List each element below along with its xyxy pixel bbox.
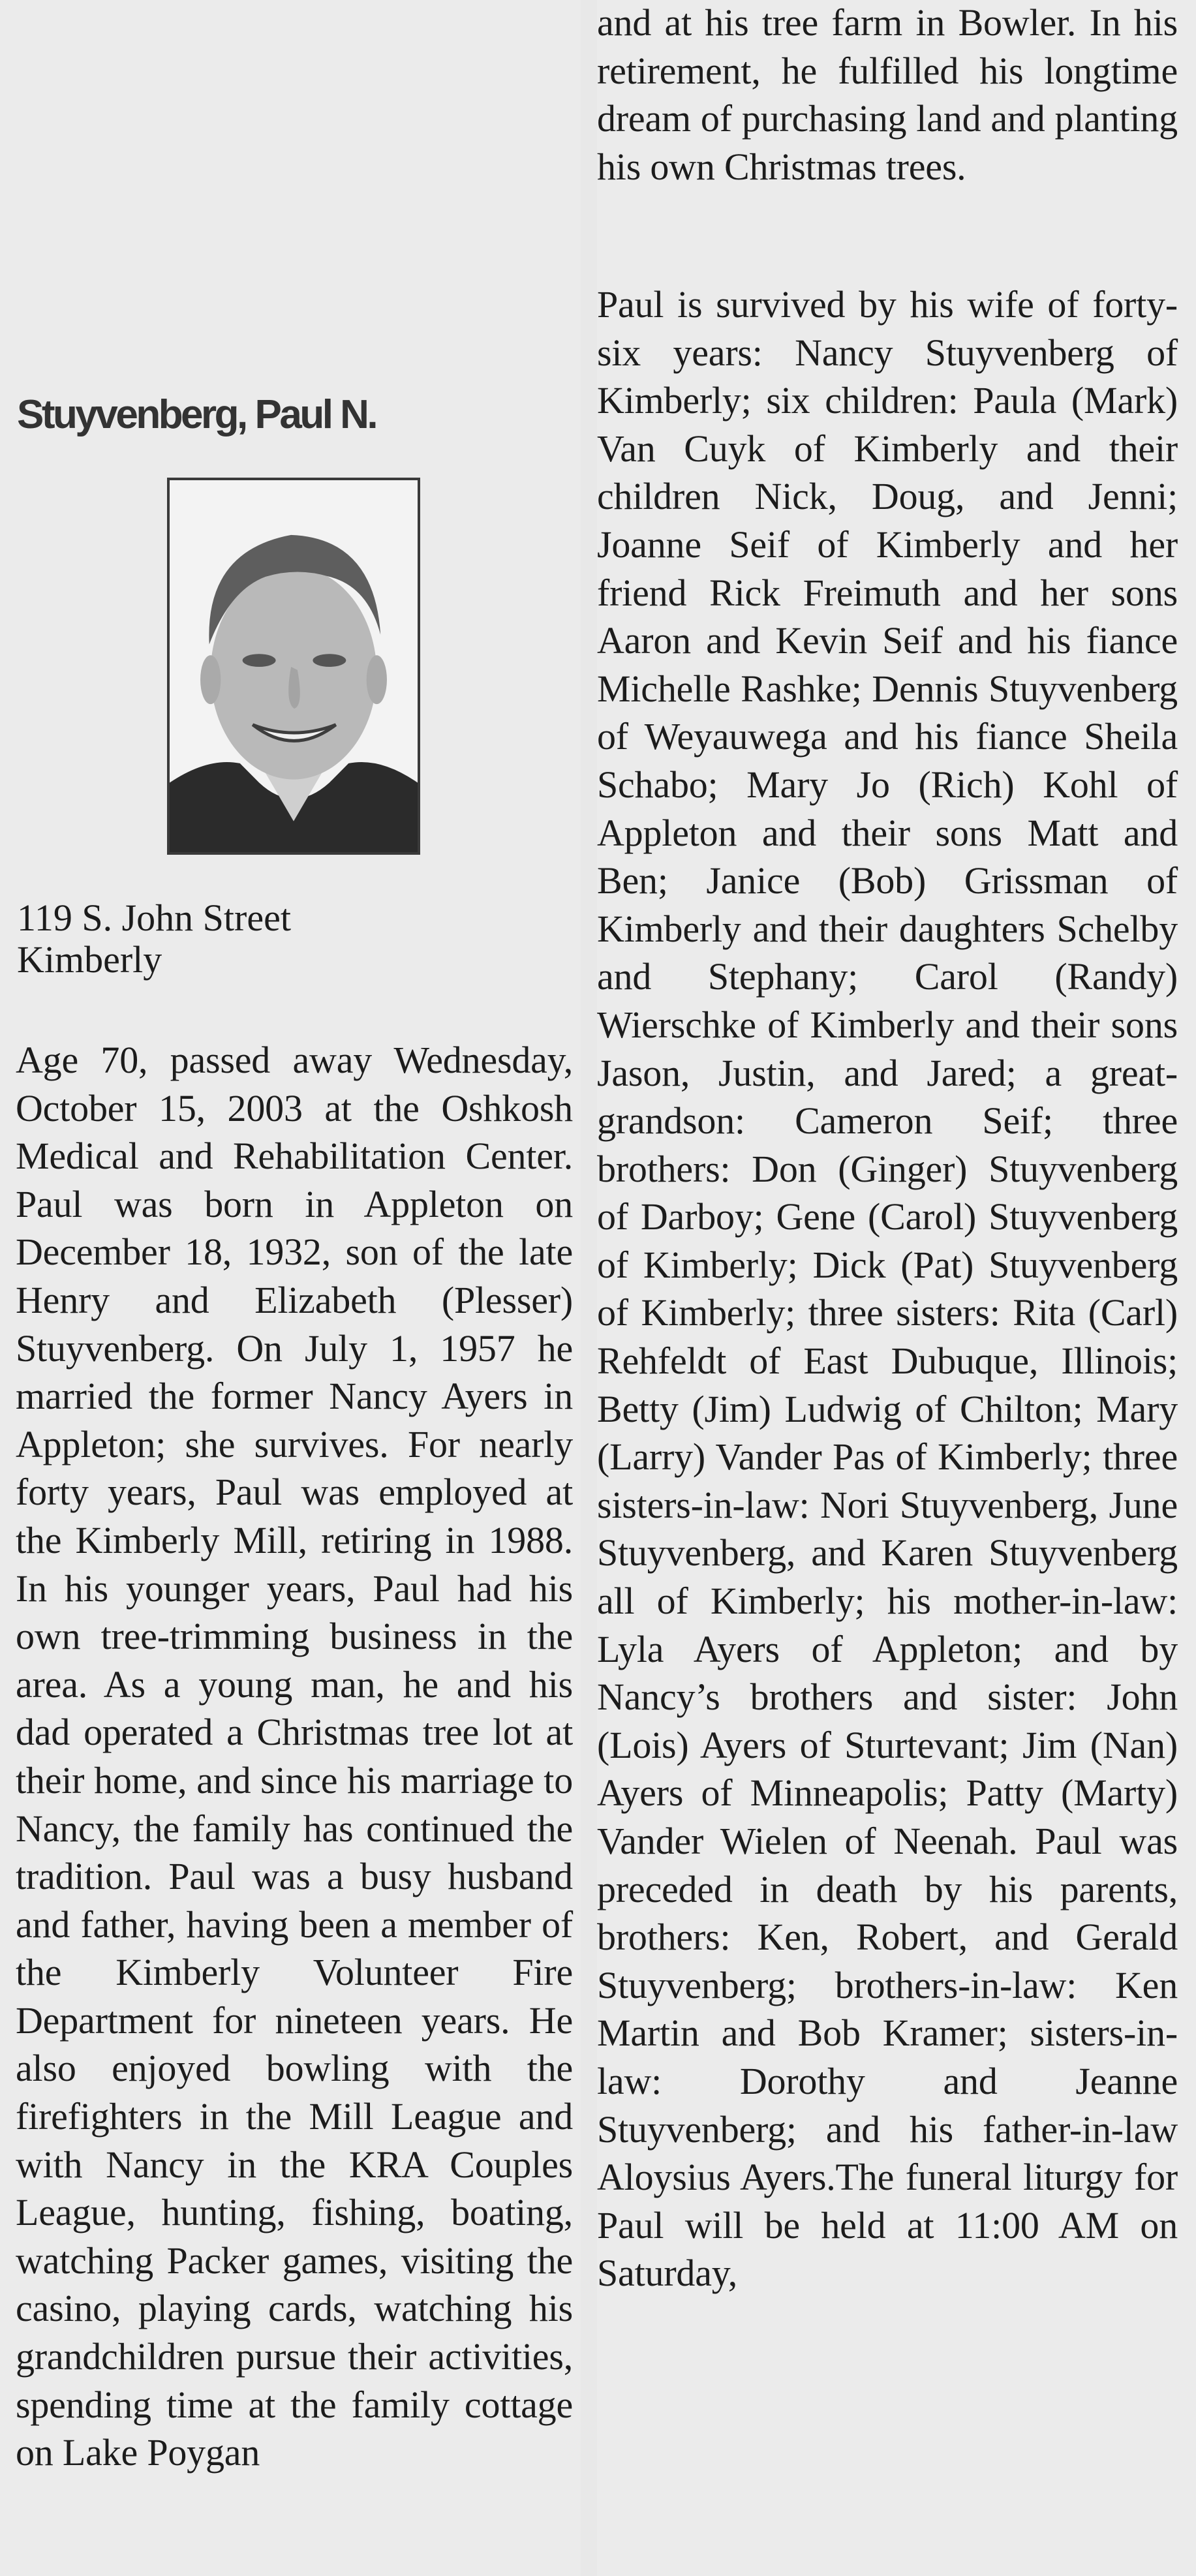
address-street: 119 S. John Street <box>17 897 291 939</box>
obituary-continued-top: and at his tree farm in Bowler. In his retirement, he fulfilled his longtime dream of purchasing land and planting his own Christmas trees. <box>597 1 1178 188</box>
left-column <box>0 0 581 2576</box>
obituary-body-right: Paul is survived by his wife of forty-six years: Nancy Stuyvenberg of Kimberly; six children: Paula (Mark) Van Cuyk of Kimberly and their children Nick, Doug, and Jenni; Joanne Seif of Kimberly and her friend Rick Freimuth and her sons Aaron and Kevin Seif and his fiance Michelle Rashke; Dennis Stuyvenberg of Weyauwega and his fiance Sheila Schabo; Mary Jo (Rich) Kohl of Appleton and their sons Matt and Ben; Janice (Bob) Grissman of Kimberly and their daughters Schelby and Stephany; Carol (Randy) Wierschke of Kimberly and their sons Jason, Justin, and Jared; a great-grandson: Cameron Seif; three brothers: Don (Ginger) Stuyvenberg of Darboy; Gene (Carol) Stuyvenberg of Kimberly; Dick (Pat) Stuyvenberg of Kimberly; three sisters: Rita (Carl) Rehfeldt of East Dubuque, Illinois; Betty (Jim) Ludwig of Chilton; Mary (Larry) Vander Pas of Kimberly; three sisters-in-law: Nori Stuyvenberg, June Stuyvenberg, and Karen Stuyvenberg all of Kimberly; his mother-in-law: Lyla Ayers of Appleton; and by Nancy’s brothers and sister: John (Lois) Ayers of Sturtevant; Jim (Nan) Ayers of Minneapolis; Patty (Marty) Vander Wielen of Neenah. Paul was preceded in death by his parents, brothers: Ken, Robert, and Gerald Stuyvenberg; brothers-in-law: Ken Martin and Bob Kramer; sisters-in-law: Dorothy and Jeanne Stuyvenberg; and his father-in-law Aloysius Ayers.The funeral liturgy for Paul will be held at 11:00 AM on Saturday, <box>597 283 1178 2295</box>
obituary-body-left: Age 70, passed away Wednesday, October 15, 2003 at the Oshkosh Medical and Rehabilitation Center. Paul was born in Appleton on December 18, 1932, son of the late Henry and Elizabeth (Plesser) Stuyvenberg. On July 1, 1957 he married the former Nancy Ayers in Appleton; she survives. For nearly forty years, Paul was employed at the Kimberly Mill, retiring in 1988. In his younger years, Paul had his own tree-trimming business in the area. As a young man, he and his dad operated a Christmas tree lot at their home, and since his marriage to Nancy, the family has continued the tradition. Paul was a busy husband and father, having been a member of the Kimberly Volunteer Fire Department for nineteen years. He also enjoyed bowling with the firefighters in the Mill League and with Nancy in the KRA Couples League, hunting, fishing, boating, watching Packer games, visiting the casino, playing cards, watching his grandchildren pursue their activities, spending time at the family cottage on Lake Poygan <box>16 1039 573 2474</box>
obituary-headline: Stuyvenberg, Paul N. <box>17 392 376 437</box>
portrait-photo <box>167 478 420 855</box>
portrait-image <box>170 480 418 852</box>
address-block <box>17 897 474 981</box>
address-city: Kimberly <box>17 938 162 981</box>
right-column <box>597 0 1196 2576</box>
